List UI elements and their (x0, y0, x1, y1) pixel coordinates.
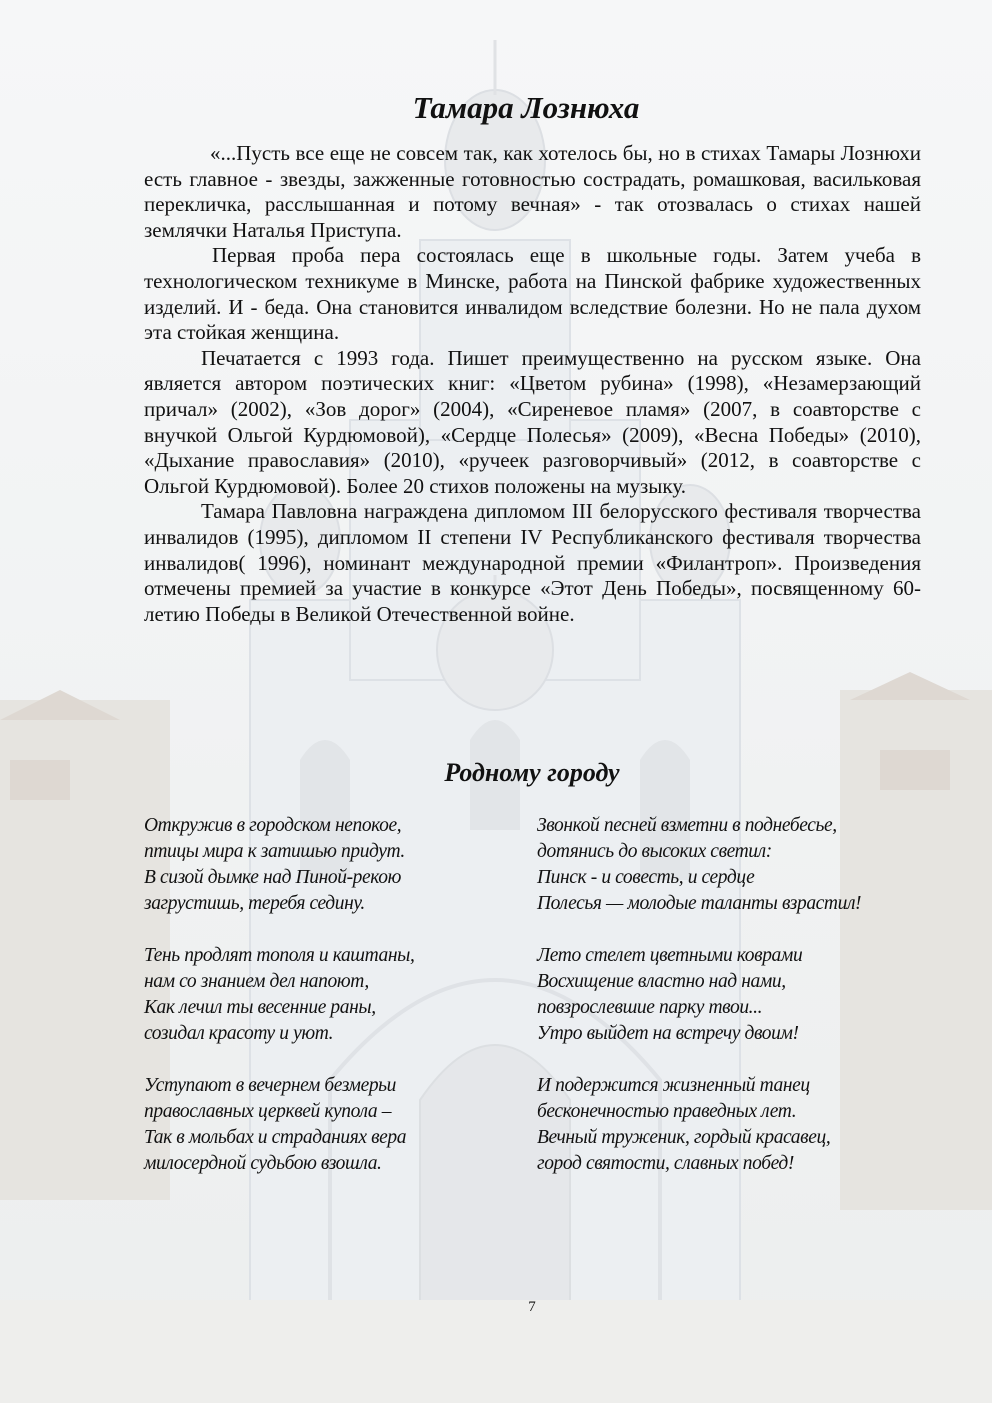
poem-line: Восхищение властно над нами, (537, 971, 786, 992)
poem-line: Как лечил ты весенние раны, (144, 997, 376, 1018)
poem-line: нам со знанием дел напоют, (144, 971, 369, 992)
poem-line: повзрослевшие парку твои... (537, 997, 763, 1018)
poem-line: милосердной судьбою взошла. (144, 1153, 382, 1174)
article-title: Тамара Лознюха (412, 90, 640, 125)
poem-line: Откружив в городском непокое, (144, 815, 402, 836)
poem-line: город святости, славных побед! (537, 1153, 794, 1174)
poem-title: Родному городу (444, 758, 620, 787)
poem-line: птицы мира к затишью придут. (144, 841, 405, 862)
article-paragraph: Тамара Павловна награждена дипломом III белорусского фестиваля творчества инвалидов (1995), дипломом II степени IV Республиканского фестиваля творчества инвалидов( 1996), номинант международной премии «Филантроп». Произведения отмечены премией за участие в конкурсе «Этот День Победы», посвященному 60-летию Победы в Великой Отечественной войне. (144, 499, 921, 626)
poem-line: созидал красоту и уют. (144, 1023, 334, 1044)
poem-stanza (537, 1073, 861, 1177)
poem-line: Вечный труженик, гордый красавец, (537, 1127, 831, 1148)
poem-line: Так в мольбах и страданиях вера (144, 1127, 407, 1148)
article-body (144, 141, 921, 627)
poem-stanza (144, 813, 414, 917)
poem-stanza (537, 943, 861, 1047)
poem-line: бесконечностью праведных лет. (537, 1101, 797, 1122)
poem-line: В сизой дымке над Пиной-рекою (144, 867, 401, 888)
poem-line: Тень продлят тополя и каштаны, (144, 945, 415, 966)
article-paragraph: «...Пусть все еще не совсем так, как хотелось бы, но в стихах Тамары Лознюхи есть главное - звезды, зажженные готовностью сострадать, ромашковая, васильковая перекличка, расслышанная и потому вечная» - так отозвалась о стихах нашей землячки Наталья Приступа. (144, 141, 921, 242)
poem-line: Звонкой песней взметни в поднебесье, (537, 815, 837, 836)
poem-line: Утро выйдет на встречу двоим! (537, 1023, 799, 1044)
page-number: 7 (528, 1299, 536, 1315)
poem-line: Уступают в вечернем безмерьи (144, 1075, 396, 1096)
poem-line: И подержится жизненный танец (537, 1075, 810, 1096)
poem-line: дотянись до высоких светил: (537, 841, 772, 862)
poem-line: Пинск - и совесть, и сердце (537, 867, 755, 888)
article-paragraph: Первая проба пера состоялась еще в школьные годы. Затем учеба в технологическом техникуме в Минске, работа на Пинской фабрике художественных изделий. И - беда. Она становится инвалидом вследствие болезни. Но не пала духом эта стойкая женщина. (144, 243, 921, 345)
poem-stanza (537, 813, 861, 917)
poem-line: загрустишь, теребя седину. (144, 893, 365, 914)
poem-right-column (537, 813, 861, 1203)
poem-line: православных церквей купола – (144, 1101, 392, 1122)
article-paragraph: Печатается с 1993 года. Пишет преимущественно на русском языке. Она является автором поэтических книг: «Цветом рубина» (1998), «Незамерзающий причал» (2002), «Зов дорог» (2004), «Сиреневое пламя» (2007, в соавторстве с внучкой Ольгой Курдюмовой), «Сердце Полесья» (2009), «Весна Победы» (2010), «Дыхание православия» (2010), «ручеек разговорчивый» (2012, в соавторстве с Ольгой Курдюмовой). Более 20 стихов положены на музыку. (144, 345, 921, 498)
poem-stanza (144, 1073, 414, 1177)
poem-line: Лето стелет цветными коврами (537, 945, 803, 966)
poem-left-column (144, 813, 414, 1203)
poem-stanza (144, 943, 414, 1047)
poem-line: Полесья — молодые таланты взрастил! (537, 893, 862, 914)
